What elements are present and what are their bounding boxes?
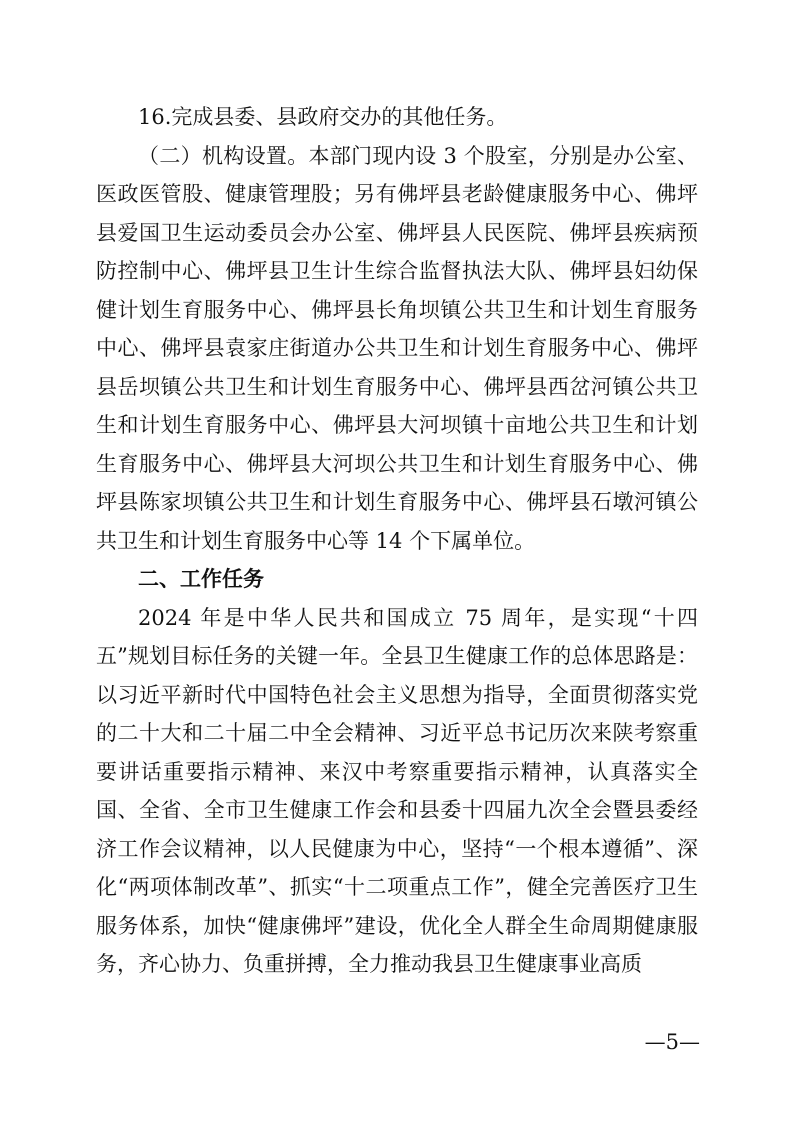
paragraph-organization: （二）机构设置。本部门现内设 3 个股室，分别是办公室、医政医管股、健康管理股；另有佛坪县老龄健康服务中心、佛坪县爱国卫生运动委员会办公室、佛坪县人民医院、佛坪县疾病预防控制中心、佛坪县卫生计生综合监督执法大队、佛坪县妇幼保健计划生育服务中心、佛坪县长角坝镇公共卫生和计划生育服务中心、佛坪县袁家庄街道办公共卫生和计划生育服务中心、佛坪县岳坝镇公共卫生和计划生育服务中心、佛坪县西岔河镇公共卫生和计划生育服务中心、佛坪县大河坝镇十亩地公共卫生和计划生育服务中心、佛坪县大河坝公共卫生和计划生育服务中心、佛坪县陈家坝镇公共卫生和计划生育服务中心、佛坪县石墩河镇公共卫生和计划生育服务中心等 14 个下属单位。 xyxy=(96,143,698,553)
page-number: —5— xyxy=(644,1030,700,1054)
section-heading-work-tasks: 二、工作任务 xyxy=(138,567,264,591)
paragraph-task-16: 16.完成县委、县政府交办的其他任务。 xyxy=(138,105,508,129)
document-body xyxy=(96,98,698,984)
paragraph-work-overview: 2024 年是中华人民共和国成立 75 周年，是实现“十四五”规划目标任务的关键一年。全县卫生健康工作的总体思路是：以习近平新时代中国特色社会主义思想为指导，全面贯彻落实党的二十大和二十届二中全会精神、习近平总书记历次来陕考察重要讲话重要指示精神、来汉中考察重要指示精神，认真落实全国、全省、全市卫生健康工作会和县委十四届九次全会暨县委经济工作会议精神，以人民健康为中心，坚持“一个根本遵循”、深化“两项体制改革”、抓实“十二项重点工作”，健全完善医疗卫生服务体系，加快“健康佛坪”建设，优化全人群全生命周期健康服务，齐心协力、负重拼搏，全力推动我县卫生健康事业高质 xyxy=(96,605,698,976)
